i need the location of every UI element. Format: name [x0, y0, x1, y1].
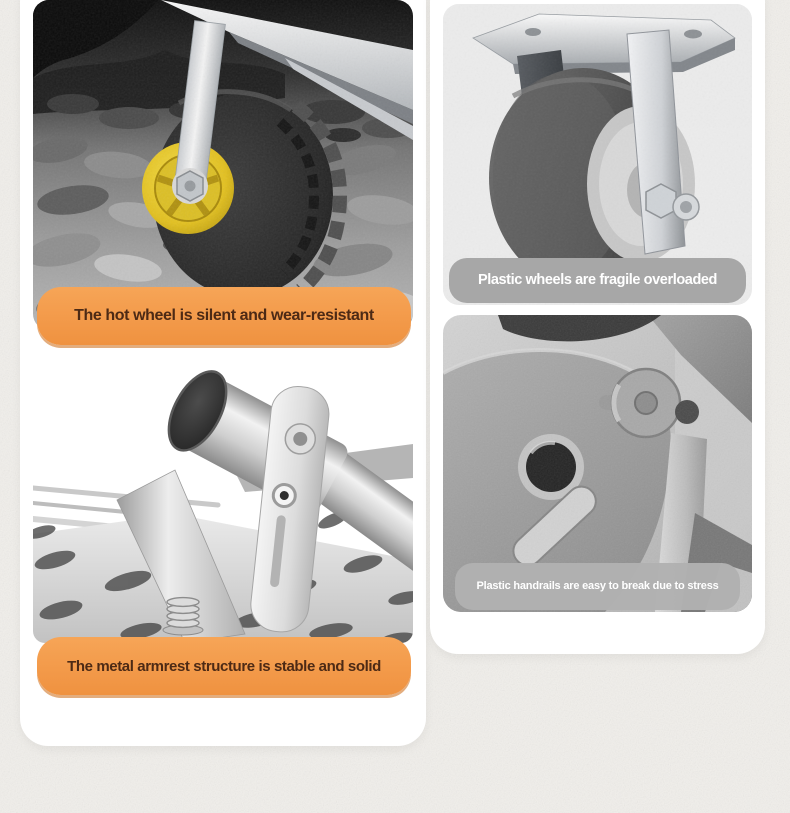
- hot-wheel-caption-banner: [37, 287, 411, 345]
- plastic-wheel-caption: Plastic wheels are fragile overloaded: [477, 272, 718, 289]
- screw-stack: [163, 598, 203, 635]
- metal-armrest-photo: [33, 348, 413, 643]
- plastic-handrail-caption-banner: [455, 563, 740, 610]
- metal-armrest-caption: The metal armrest structure is stable and solid: [67, 657, 381, 675]
- metal-armrest-illustration: [33, 348, 413, 643]
- hot-wheel-illustration: [33, 0, 413, 330]
- hot-wheel-caption: The hot wheel is silent and wear-resistant: [74, 307, 374, 324]
- hot-wheel-photo: [33, 0, 413, 330]
- metal-armrest-caption-banner: [37, 637, 411, 695]
- plastic-wheel-caption-banner: [449, 258, 746, 303]
- plastic-handrail-caption: Plastic handrails are easy to break due to stress: [476, 580, 719, 592]
